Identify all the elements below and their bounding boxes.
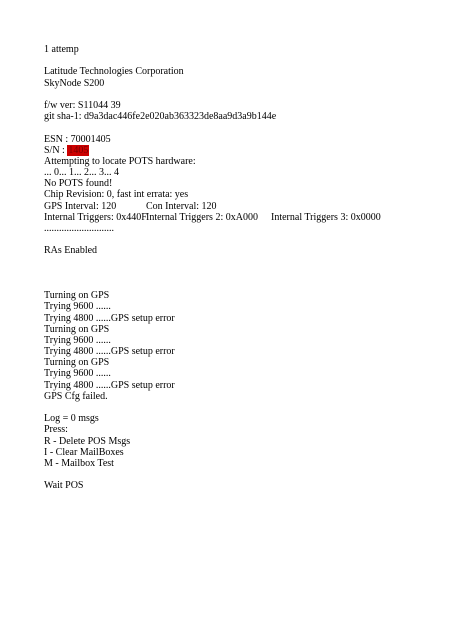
git-sha: git sha-1: d9a3dac446fe2e020ab363323de8aa9d3a9b144e	[44, 111, 277, 123]
gps-log-line: Trying 4800 ......GPS setup error	[44, 346, 175, 358]
blank-line	[44, 122, 381, 133]
menu-item-clear-mailboxes: I - Clear MailBoxes	[44, 446, 124, 458]
esn-line: ESN : 70001405	[44, 133, 111, 145]
pots-progress-line: ... 0... 1... 2... 3... 4	[44, 167, 119, 179]
gps-log-line: Trying 4800 ......GPS setup error	[44, 379, 175, 391]
serial-number-label: S/N :	[44, 144, 68, 156]
con-interval: Con Interval: 120	[146, 200, 217, 212]
internal-trigger-3: Internal Triggers 3: 0x0000	[271, 211, 381, 223]
blank-line	[44, 55, 381, 66]
menu-item-delete-pos: R - Delete POS Msgs	[44, 435, 131, 447]
log-count-line: Log = 0 msgs	[44, 413, 99, 425]
blank-line	[44, 402, 381, 413]
blank-line	[44, 469, 381, 480]
menu-item-mailbox-test: M - Mailbox Test	[44, 457, 114, 469]
interval-line	[44, 201, 381, 212]
pots-result-line: No POTS found!	[44, 178, 113, 190]
chip-revision-line: Chip Revision: 0, fast int errata: yes	[44, 189, 189, 201]
blank-line	[44, 268, 381, 279]
serial-number-line	[44, 145, 381, 156]
gps-log-line: Trying 9600 ......	[44, 301, 111, 313]
gps-log-line: Turning on GPS	[44, 290, 110, 302]
press-prompt: Press:	[44, 424, 68, 436]
blank-line	[44, 234, 381, 245]
company-name: Latitude Technologies Corporation	[44, 66, 184, 78]
console-log-document	[44, 44, 381, 492]
attempt-line: 1 attemp	[44, 44, 79, 55]
gps-interval: GPS Interval: 120	[44, 200, 117, 212]
firmware-version: f/w ver: S11044 39	[44, 99, 121, 111]
blank-line	[44, 279, 381, 290]
pots-locate-line: Attempting to locate POTS hardware:	[44, 155, 196, 167]
wait-pos-line: Wait POS	[44, 480, 84, 492]
triggers-line	[44, 212, 381, 223]
blank-line	[44, 89, 381, 100]
blank-line	[44, 257, 381, 268]
gps-log-line: Trying 4800 ......GPS setup error	[44, 312, 175, 324]
gps-log-line: Turning on GPS	[44, 323, 110, 335]
gps-log-line: Turning on GPS	[44, 357, 110, 369]
gps-log-line: Trying 9600 ......	[44, 368, 111, 380]
internal-trigger-2: Internal Triggers 2: 0xA000	[146, 211, 258, 223]
gps-log-line: Trying 9600 ......	[44, 334, 111, 346]
internal-trigger-1: Internal Triggers: 0x440F	[44, 211, 147, 223]
serial-number-redacted: 1405	[68, 144, 89, 156]
dots-line: ............................	[44, 223, 114, 234]
ras-enabled-line: RAs Enabled	[44, 245, 98, 257]
product-name: SkyNode S200	[44, 77, 105, 89]
gps-log-line: GPS Cfg failed.	[44, 390, 108, 402]
